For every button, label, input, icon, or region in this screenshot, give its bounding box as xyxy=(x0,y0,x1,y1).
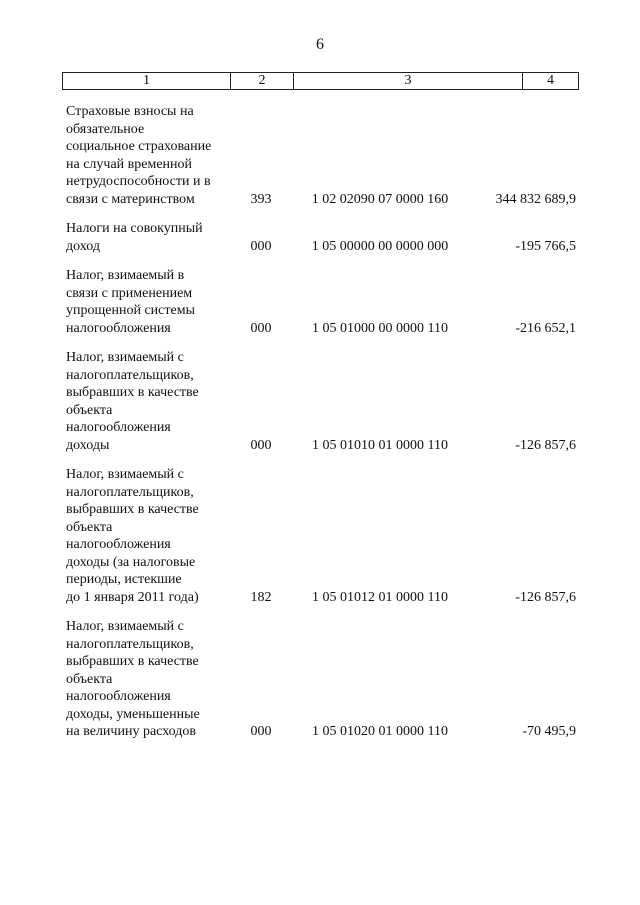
row-amount: 344 832 689,9 xyxy=(495,191,576,207)
row-name: Налог, взимаемый с налогоплательщиков, выбравших в качестве объекта налогообложения доходы xyxy=(66,350,199,453)
row-amount: -70 495,9 xyxy=(522,724,576,739)
row-code: 182 xyxy=(250,589,272,605)
row-kbk: 1 05 01020 01 0000 110 xyxy=(312,724,448,739)
row-name: Налог, взимаемый с налогоплательщиков, выбравших в качестве объекта налогообложения доходы, уменьшенные на величину расходов xyxy=(66,619,200,739)
column-header-1: 1 xyxy=(63,73,231,89)
page-number: 6 xyxy=(316,36,324,53)
row-amount: -126 857,6 xyxy=(515,589,576,605)
row-kbk: 1 05 01010 01 0000 110 xyxy=(312,437,448,453)
row-kbk: 1 05 00000 00 0000 000 xyxy=(311,238,449,254)
row-code: 000 xyxy=(250,724,272,739)
row-name: Налоги на совокупный доход xyxy=(66,221,203,254)
row-name: Налог, взимаемый в связи с применением упрощенной системы налогообложения xyxy=(66,268,195,336)
row-name: Налог, взимаемый с налогоплательщиков, выбравших в качестве объекта налогообложения доходы (за налоговые периоды, истекшие до 1 января 2011 года) xyxy=(66,467,199,605)
row-code: 393 xyxy=(250,191,272,207)
column-header-3: 3 xyxy=(294,73,523,89)
row-code: 000 xyxy=(250,320,272,336)
row-amount: -126 857,6 xyxy=(515,437,576,453)
row-kbk: 1 02 02090 07 0000 160 xyxy=(311,191,449,207)
row-kbk: 1 05 01000 00 0000 110 xyxy=(312,320,448,336)
row-kbk: 1 05 01012 01 0000 110 xyxy=(312,589,448,605)
column-header-4: 4 xyxy=(547,73,554,88)
row-amount: -195 766,5 xyxy=(515,238,576,254)
row-code: 000 xyxy=(250,437,272,453)
row-name: Страховые взносы на обязательное социальное страхование на случай временной нетрудоспособности и в связи с материнством xyxy=(66,104,212,207)
row-amount: -216 652,1 xyxy=(515,320,576,336)
row-code: 000 xyxy=(250,238,272,254)
table-header xyxy=(62,72,579,90)
column-header-2: 2 xyxy=(231,73,294,89)
